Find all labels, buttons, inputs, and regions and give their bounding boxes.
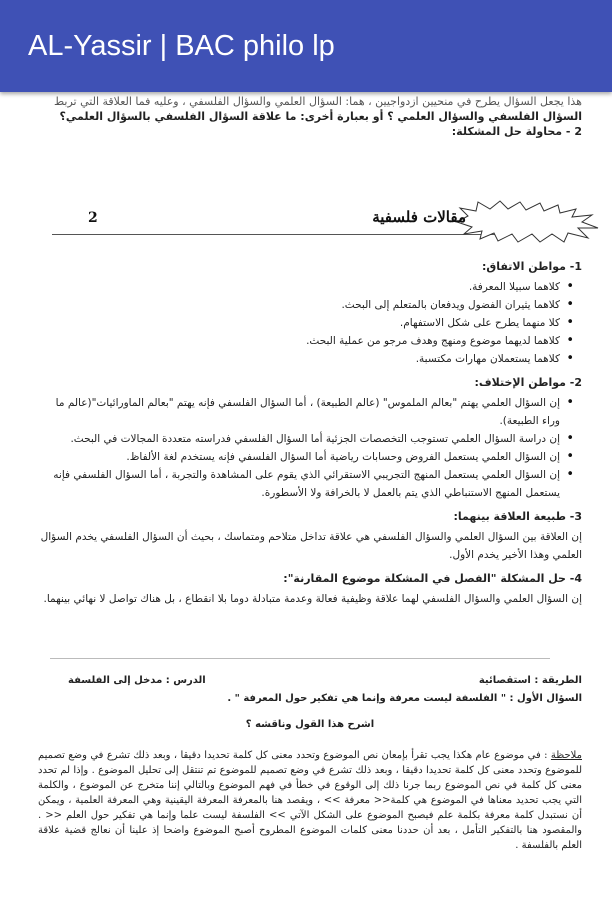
page-1-fragment [38,95,582,139]
difference-title: 2- مواطن الإختلاف: [474,376,582,389]
list-item: • كلاهما لديهما موضوع ومنهج وهدف مرجو من عملية البحث. [38,332,560,350]
note-text: : في موضوع عام هكذا يجب تقرأ بإمعان نص الموضوع وتحدد معنى كل كلمة تحديدا دقيقا ، وبعد ذلك تشرع في وضع تصميم للموضوع وتحدد معنى كل كلمة تحديدا دقيقا ، وبعد ذلك تشرع في وضع تصميم للموضوع تم تنتقل إلى تحليل الموضوع . وإذا لم تحدد معنى كل كلمة في نص الموضوع ربما جرنا ذلك إلى الوقوع في خطأ في فهم الموضوع وبالتالي إننا متخرج عن الموضوع ، والكلمة التي يجب تحديد معناها في الموضوع هي كلمة<< معرفة >> ، ويقصد هنا بالمعرفة المعرفة اليقينية وهي المعرفة العلمية ، ويمكن أن نستبدل كلمة معرفة بكلمة علم فيصبح الموضوع على الشكل الآتي >> الفلسفة ليست علما وإنما هي تفكير حول العلم << . والمقصود هنا بالتفكير التأمل ، بعد أن حددنا معنى كلمات الموضوع المطروح أصبح الموضوع واضحا إذ علينا أن نعالج قضية علاقة العلم بالفلسفة . [38,750,582,851]
list-item: • إن السؤال العلمي يهتم "بعالم الملموس" (عالم الطبيعة) ، أما السؤال الفلسفي فإنه يهتم "بعالم الماورائيات"(عالم ما وراء الطبيعة). [38,394,560,430]
relation-title: 3- طبيعة العلاقة بينهما: [453,510,582,523]
solution-text: إن السؤال العلمي والسؤال الفلسفي لهما علاقة وظيفية فعالة وعدمة متبادلة دوما بلا انقطاع ، بل هناك تواصل لا نهائي بينهما. [43,593,582,605]
list-item: • كلاهما يستعملان مهارات مكتسبة. [38,350,560,368]
difference-list [38,394,582,502]
page-3-body [38,672,582,853]
app-bar [0,0,612,92]
banner-title: مقالات فلسفية [372,208,466,226]
relation-text: إن العلاقة بين السؤال العلمي والسؤال الفلسفي هي علاقة تداخل متلاحم ومتماسك ، بحيث أن السؤال الفلسفي يخدم السؤال العلمي وهذا الأخير يخدم الأول. [40,531,582,561]
question-text: السؤال الأول : " الفلسفة ليست معرفة وإنما هي تفكير حول المعرفة " . [227,693,582,704]
page1-line: هذا يجعل السؤال يطرح في منحيين ازدواجيين ، هما: السؤال العلمي والسؤال الفلسفي ، وعليه فما العلاقة التي تربط [53,95,582,108]
note-paragraph [38,748,582,853]
agreement-title: 1- مواطن الاتفاق: [482,260,582,273]
page1-line: 2 - محاولة حل المشكلة: [451,125,582,138]
page-2-body [38,252,582,610]
method-label: الطريقة : استقصائية [478,675,582,686]
page1-line: السؤال الفلسفي والسؤال العلمي ؟ أو بعبارة أخرى: ما علاقة السؤال الفلسفي بالسؤال العلمي؟ [59,110,582,123]
list-item: • كلاهما يثيران الفضول ويدفعان بالمتعلم إلى البحث. [38,296,560,314]
lesson-label: الدرس : مدخل إلى الفلسفة [68,675,206,686]
document-viewer[interactable] [0,92,612,900]
list-item: • كلا منهما يطرح على شكل الاستفهام. [38,314,560,332]
page-2-header [52,204,562,235]
solution-title: 4- حل المشكلة "الفصل في المشكلة موضوع المقارنة": [283,572,582,585]
agreement-list [38,278,582,368]
page-number: 2 [88,210,98,226]
question-prompt: اشرح هذا القول وناقشه ؟ [245,719,375,730]
page-divider [50,658,550,659]
list-item: • كلاهما سبيلا المعرفة. [38,278,560,296]
burst-shape-icon [452,200,602,244]
list-item: • إن السؤال العلمي يستعمل الفروض وحسابات رياضية أما السؤال الفلسفي فإنه يستخدم لغة الألفاظ. [38,448,560,466]
app-title: AL-Yassir | BAC philo lp [28,30,335,62]
list-item: • إن دراسة السؤال العلمي تستوجب التخصصات الجزئية أما السؤال الفلسفي فدراسته متعددة المجالات في البحث. [38,430,560,448]
list-item: • إن السؤال العلمي يستعمل المنهج التجريبي الاستقرائي الذي يقوم على المشاهدة والتجربة ، أما السؤال الفلسفي فإنه يستعمل المنهج الاستنباطي الذي يتم بالعمل لا بالخرافة ولا الأسطورة. [38,466,560,502]
lesson-info-row [38,672,582,688]
note-label: ملاحظة [550,750,582,761]
